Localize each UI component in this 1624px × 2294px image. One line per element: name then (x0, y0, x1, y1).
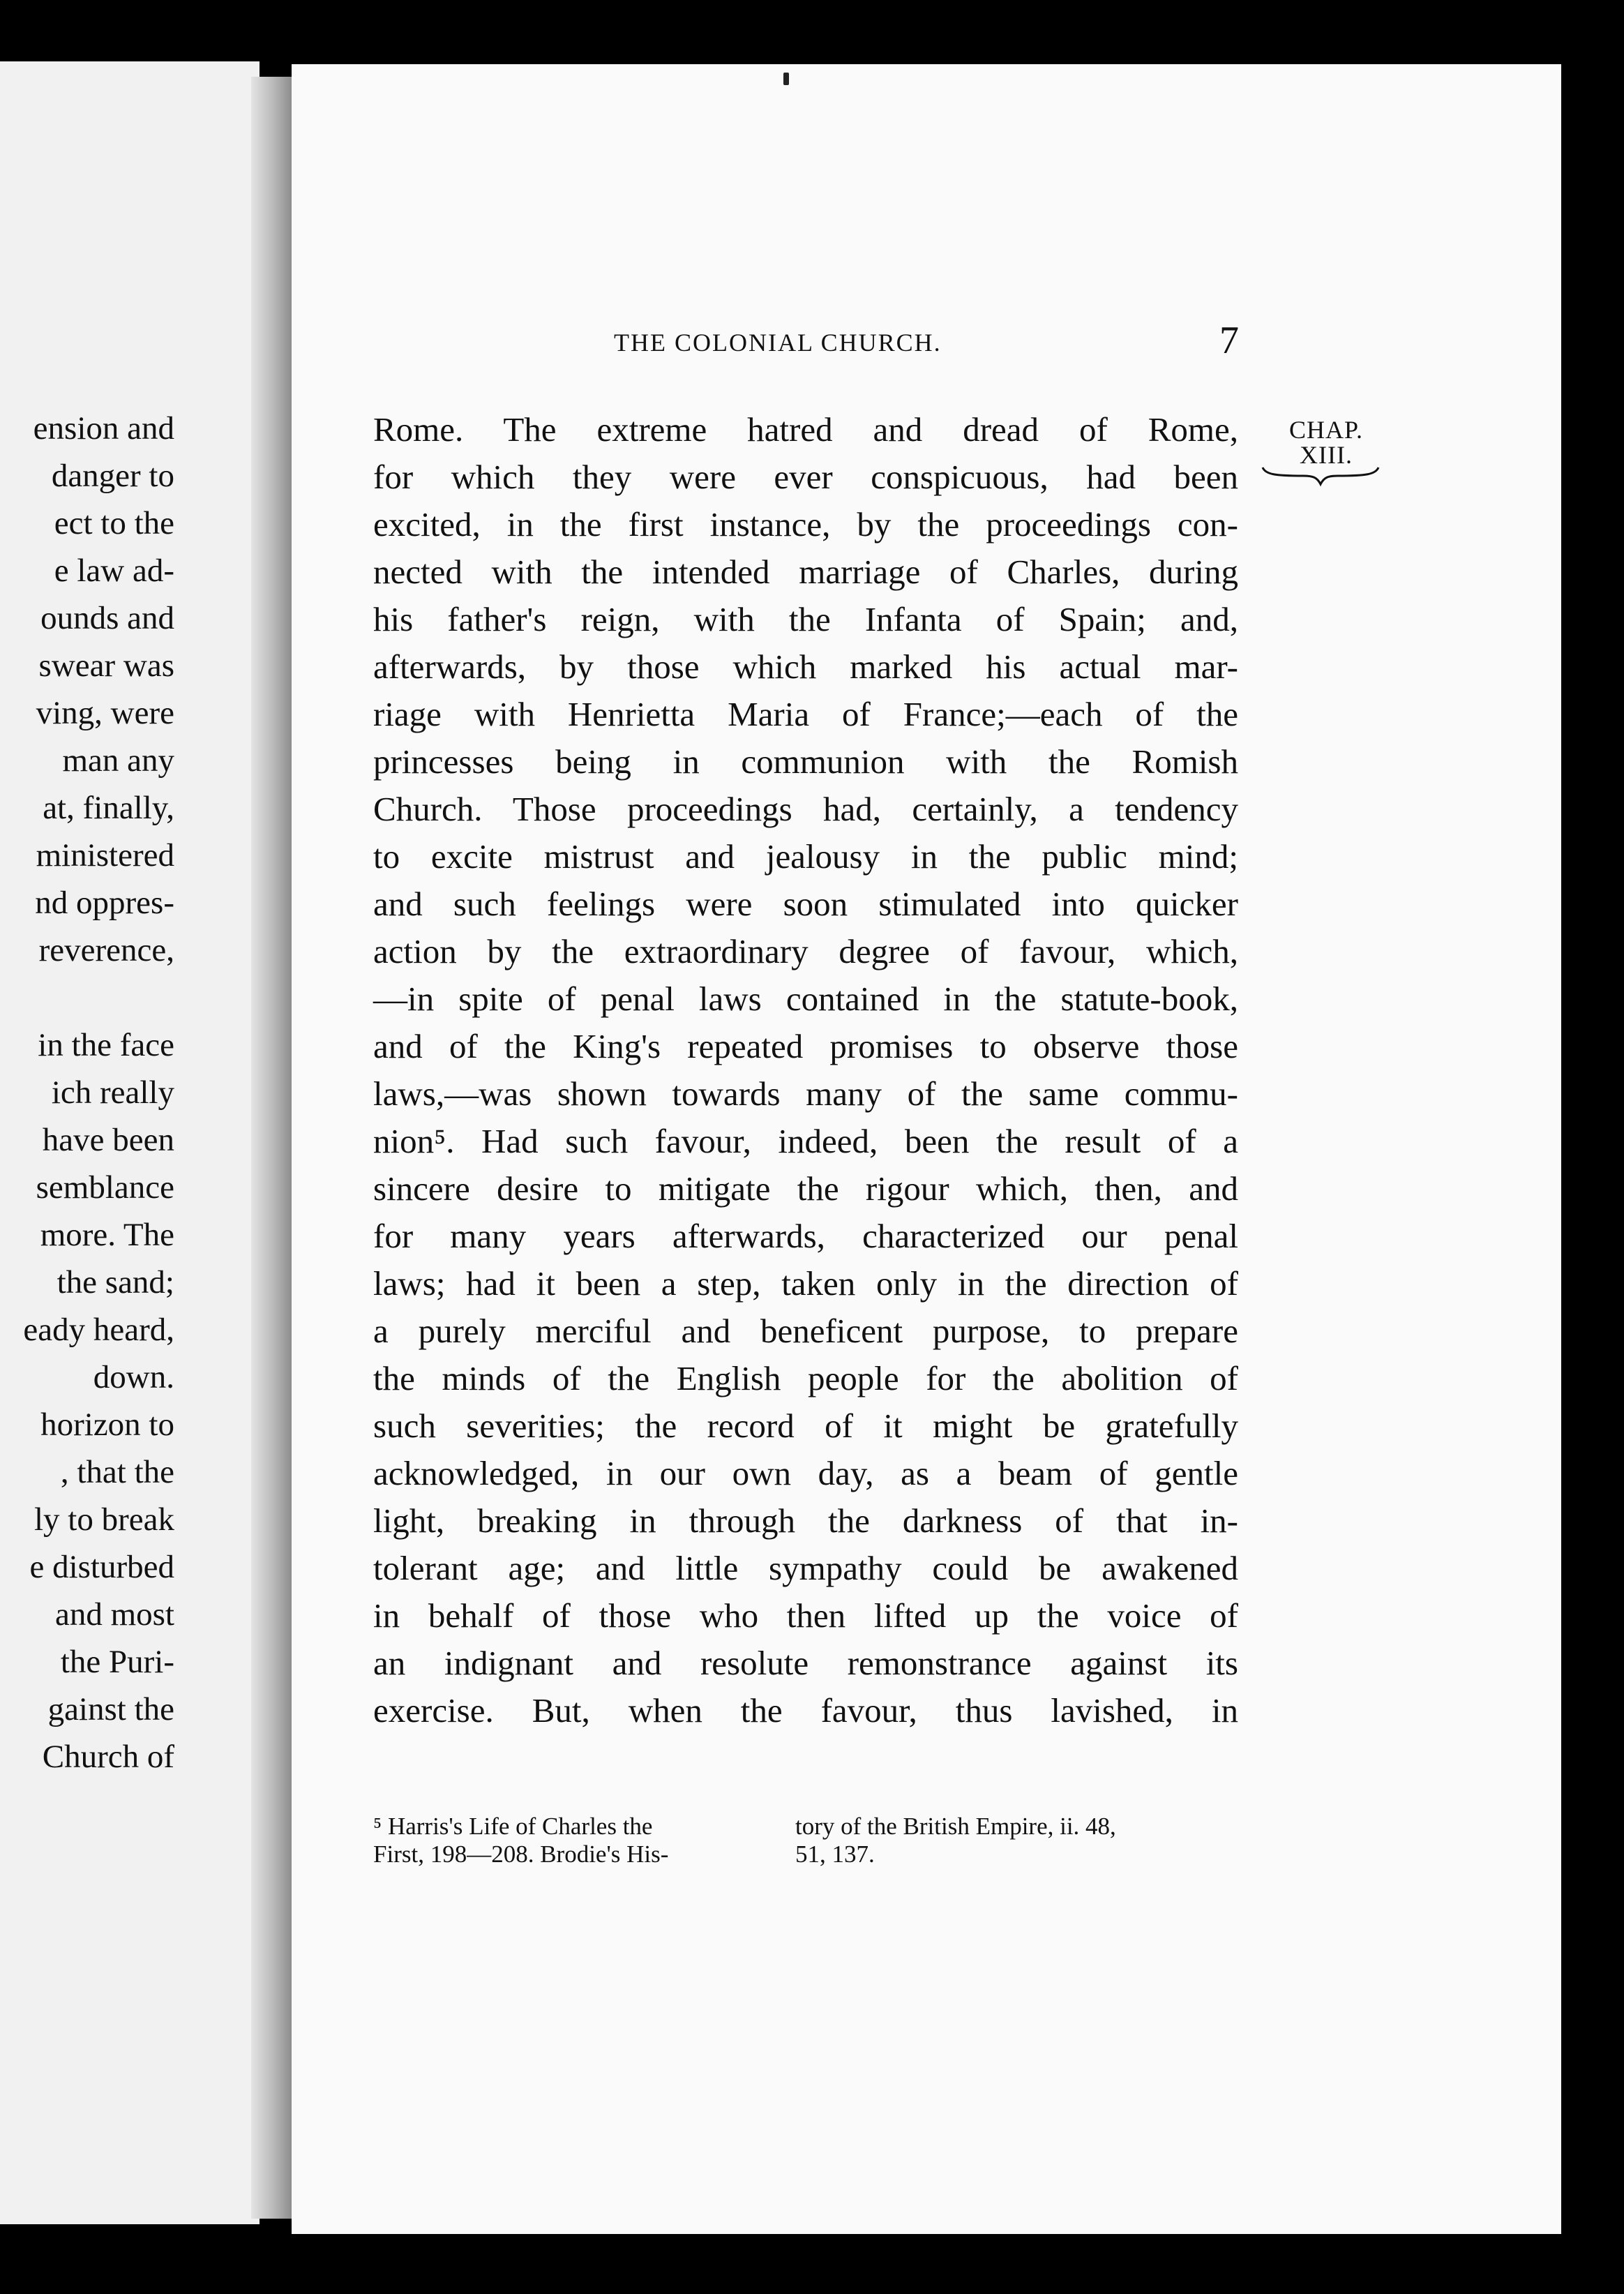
text-line: excited, in the first instance, by the proceedings con- (373, 505, 1238, 543)
text-line: Rome. The extreme hatred and dread of Rome, (373, 410, 1238, 449)
text-line: in behalf of those who then lifted up the voice of (373, 1596, 1238, 1635)
left-page-line: Church of (42, 1739, 174, 1775)
text-line: such severities; the record of it might be gratefully (373, 1407, 1238, 1445)
left-page-line: , that the (60, 1454, 174, 1490)
body-text (373, 406, 1238, 1734)
footnote-line: First, 198—208. Brodie's His- (373, 1841, 669, 1868)
brace-icon (1261, 463, 1380, 491)
left-page-line: in the face (38, 1027, 174, 1063)
left-page-text (0, 405, 174, 1781)
text-line: and of the King's repeated promises to observe those (373, 1027, 1238, 1065)
text-line: to excite mistrust and jealousy in the public mind; (373, 837, 1238, 876)
left-page-line: more. The (40, 1217, 174, 1253)
text-line: afterwards, by those which marked his actual mar- (373, 647, 1238, 686)
left-page-line: e disturbed (29, 1549, 174, 1585)
text-line: laws,—was shown towards many of the same commu- (373, 1074, 1238, 1113)
left-page-line: ministered (36, 837, 174, 874)
left-page-line: ich really (51, 1074, 174, 1111)
footnote-line: tory of the British Empire, ii. 48, (795, 1813, 1116, 1840)
running-title: THE COLONIAL CHURCH. (614, 329, 942, 357)
left-page (0, 61, 260, 2224)
chapter-label: CHAP. (1288, 416, 1364, 444)
left-page-line: horizon to (40, 1407, 174, 1443)
left-page-line: danger to (51, 458, 174, 494)
text-line: a purely merciful and beneficent purpose, to prepare (373, 1312, 1238, 1350)
text-line: Church. Those proceedings had, certainly, a tendency (373, 790, 1238, 828)
text-line: the minds of the English people for the abolition of (373, 1359, 1238, 1397)
left-page-line: ension and (33, 410, 174, 447)
text-line: action by the extraordinary degree of favour, which, (373, 932, 1238, 970)
footnote-line: 51, 137. (795, 1841, 875, 1868)
left-page-line: man any (62, 742, 174, 779)
text-line: riage with Henrietta Maria of France;—each of the (373, 695, 1238, 733)
text-line: his father's reign, with the Infanta of Spain; and, (373, 600, 1238, 638)
text-line: and such feelings were soon stimulated into quicker (373, 885, 1238, 923)
text-line: princesses being in communion with the Romish (373, 742, 1238, 781)
left-page-line: ounds and (40, 600, 174, 636)
left-page-line: ly to break (34, 1501, 174, 1538)
left-page-line: the sand; (57, 1264, 174, 1300)
footnote-line: ⁵ Harris's Life of Charles the (373, 1813, 653, 1840)
text-line: for which they were ever conspicuous, had been (373, 458, 1238, 496)
chapter-marginal-note (1274, 417, 1378, 467)
left-page-line: e law ad- (54, 553, 174, 589)
text-line: nion⁵. Had such favour, indeed, been the result of a (373, 1122, 1238, 1160)
left-page-line: swear was (38, 647, 174, 684)
page-number: 7 (1219, 319, 1239, 362)
text-line: tolerant age; and little sympathy could be awakened (373, 1549, 1238, 1587)
footnote-right-column (795, 1813, 1116, 1868)
left-page-line: ving, were (36, 695, 174, 731)
text-line: for many years afterwards, characterized our penal (373, 1217, 1238, 1255)
text-line: light, breaking in through the darkness of that in- (373, 1501, 1238, 1540)
text-line: nected with the intended marriage of Charles, during (373, 553, 1238, 591)
left-page-line: and most (54, 1596, 174, 1633)
left-page-line: gainst the (47, 1691, 174, 1727)
text-line: exercise. But, when the favour, thus lavished, in (373, 1691, 1238, 1730)
left-page-line (0, 974, 174, 1021)
left-page-line: have been (42, 1122, 174, 1158)
left-page-line: at, finally, (43, 790, 174, 826)
left-page-line: ect to the (54, 505, 174, 541)
scan-mark (783, 73, 789, 85)
book-gutter (251, 77, 293, 2219)
left-page-line: nd oppres- (35, 885, 174, 921)
text-line: acknowledged, in our own day, as a beam of gentle (373, 1454, 1238, 1492)
text-line: —in spite of penal laws contained in the statute-book, (373, 980, 1238, 1018)
text-line: laws; had it been a step, taken only in the direction of (373, 1264, 1238, 1303)
text-line: sincere desire to mitigate the rigour which, then, and (373, 1169, 1238, 1208)
footnote-left-column (373, 1813, 668, 1868)
text-line: an indignant and resolute remonstrance against its (373, 1644, 1238, 1682)
left-page-line: down. (93, 1359, 174, 1395)
chapter-number: XIII. (1300, 441, 1353, 469)
left-page-line: eady heard, (23, 1312, 174, 1348)
left-page-line: semblance (36, 1169, 174, 1206)
left-page-line: reverence, (38, 932, 174, 968)
left-page-line: the Puri- (60, 1644, 174, 1680)
